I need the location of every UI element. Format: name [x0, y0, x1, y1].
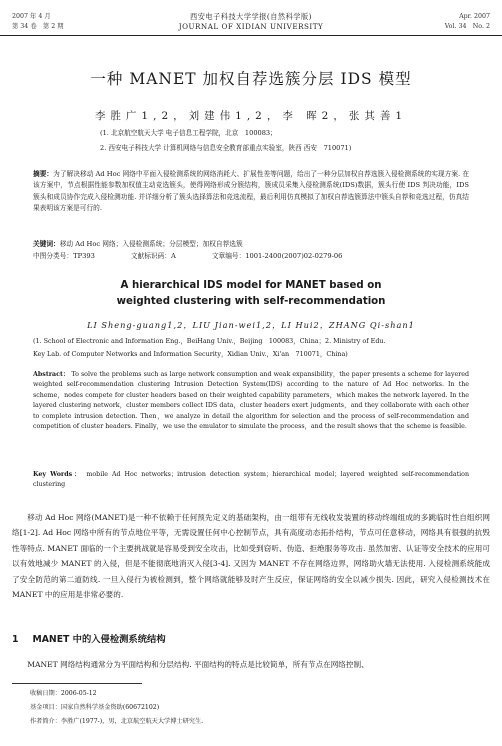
footnote-fund: 基金项目：国家自然科学基金资助(60672102) — [30, 704, 160, 711]
english-authors: LI Sheng-guang1,2，LIU Jian-wei1,2，LI Hui2，ZHANG Qi-shan1 — [87, 320, 415, 330]
english-title-line-2: weighted clustering with self-recommendation — [116, 296, 386, 307]
journal-name-en: JOURNAL OF XIDIAN UNIVERSITY — [178, 22, 324, 31]
english-affiliation-2: Key Lab. of Computer Networks and Information Security，Xidian Univ.，Xi'an 710071，China) — [33, 350, 348, 358]
header-volume: 第 34 卷 第 2 期 — [12, 23, 64, 30]
header-date: 2007 年 4 月 — [12, 13, 51, 20]
section-number: 1 — [12, 634, 19, 645]
english-abstract-label: Abstract： — [33, 371, 70, 378]
intro-paragraph: 移动 Ad Hoc 网络(MANET)是一种不依赖于任何预先定义的基础架构，由一组带有无线收发装置的移动终端组成的多跳临时性自组织网络[1-2]. Ad Hoc 网络中所有的节点地位平等，无需设置任何中心控制节点，具有高度动态拓扑结构，节点可任意移动，网络具有很强的抗毁性等特点. MANET 面临的一个主要挑战就是容易受到安全攻击，比如受到窃听、伪造、拒绝服务等攻击. 虽然加密、认证等安全技术的应用可以有效地减少 MANET 的入侵，但是不能彻底地消灭入侵[3-4]. 又因为 MANET 不存在网络边界，网络助火墙无法使用. 入侵检测系统能成了安全防范的第二道防线. 一旦入侵行为被检测到，整个网络就能够及时产生反应，保证网络的安全以减少损失. 因此，研究入侵检测技术在 MANET 中的应用是非常必要的. — [12, 513, 490, 600]
doc-code-value: A — [170, 252, 176, 260]
english-keywords-label: Key Words： — [33, 471, 83, 478]
header-volume-en: Vol. 34 No. 2 — [444, 23, 490, 30]
clc-value: TP393 — [73, 252, 95, 260]
keywords-cn-label: 关键词： — [33, 240, 60, 248]
header-rule — [0, 35, 502, 36]
abstract-cn-text: 为了解决移动 Ad Hoc 网络中平面入侵检测系统的网络消耗大、扩展性差等问题，给出了一种分层加权自荐选簇入侵检测系统的实现方案. 在该方案中，节点根据性能参数加权值主动竞选簇头，使得网络形成分簇结构，簇成员采集入侵检测系统(IDS)数据，簇头行使 IDS 判决功能，IDS 簇头和成员协作完成入侵检测功能. 并详细分析了簇头选择算法和竞选流程，最后利用仿真模拟了加权自荐选簇算法中簇头自荐和竞选过程，仿真结果表明该方案是可行的. — [33, 170, 470, 213]
footnote-received: 收稿日期：2006-05-12 — [30, 690, 97, 697]
header-date-en: Apr. 2007 — [459, 13, 490, 20]
paper-authors: 李胜广1,2，刘建伟1,2，李 晖2，张其善1 — [94, 110, 408, 122]
english-abstract-text: To solve the problems such as large network consumption and weak expansibility，the paper presents a scheme for layered weighted self-recommendation clustering Intrusion Detection System(IDS) according to the nature of Ad Hoc networks. In the scheme，nodes compete for cluster headers based on their weighted capability parameters，which makes the network layered. In the layered clustering network，cluster members collect IDS data，cluster headers exert judgments，and they collaborate with each other to complete intrusion detection. Then，we analyze in detail the algorithm for selection and the process of self-recommendation and competition of cluster headers. Finally，we use the emulator to simulate the process，and the result shows that the scheme is feasible. — [33, 371, 469, 431]
affiliation-2: 2. 西安电子科技大学 计算机网络与信息安全教育部重点实验室，陕西 西安 710071) — [100, 144, 352, 152]
footnote-author: 作者简介：李胜广(1977-)，男，北京航空航天大学博士研究生. — [30, 718, 204, 725]
paper-title: 一种 MANET 加权自荐选簇分层 IDS 模型 — [90, 70, 412, 88]
section-title: MANET 中的入侵检测系统结构 — [32, 634, 166, 645]
keywords-cn — [33, 239, 469, 250]
abstract-cn — [33, 169, 469, 215]
journal-name-cn: 西安电子科技大学学报(自然科学版) — [190, 12, 312, 21]
english-affiliation-1: (1. School of Electronic and Information Eng.，BeiHang Univ.，Beijing 100083，China；2. Ministry of Edu. — [33, 337, 386, 345]
section-heading — [12, 631, 166, 645]
doc-code-label: 文献标识码： — [130, 252, 171, 260]
english-keywords-text: mobile Ad Hoc networks；intrusion detection system；hierarchical model；layered weighted self-recommendation clustering — [33, 471, 469, 489]
clc-label: 中图分类号： — [33, 252, 74, 260]
affiliation-1: (1. 北京航空航天大学 电子信息工程学院，北京 100083； — [100, 129, 277, 137]
section-paragraph: MANET 网络结构通常分为平面结构和分层结构. 平面结构的特点是比较简单，所有节点在网络控制、 — [27, 660, 369, 669]
article-number-value: 1001-2400(2007)02-0279-06 — [245, 252, 343, 260]
abstract-cn-label: 摘要： — [33, 170, 54, 178]
classification-line — [33, 251, 469, 262]
english-keywords — [33, 470, 469, 491]
english-title-line-1: A hierarchical IDS model for MANET based on — [120, 280, 382, 291]
keywords-cn-text: 移动 Ad Hoc 网络；入侵检测系统；分层模型；加权自荐选簇 — [59, 240, 243, 248]
footnote-rule — [12, 683, 142, 684]
english-abstract — [33, 370, 469, 432]
article-number-label: 文章编号： — [211, 252, 246, 260]
